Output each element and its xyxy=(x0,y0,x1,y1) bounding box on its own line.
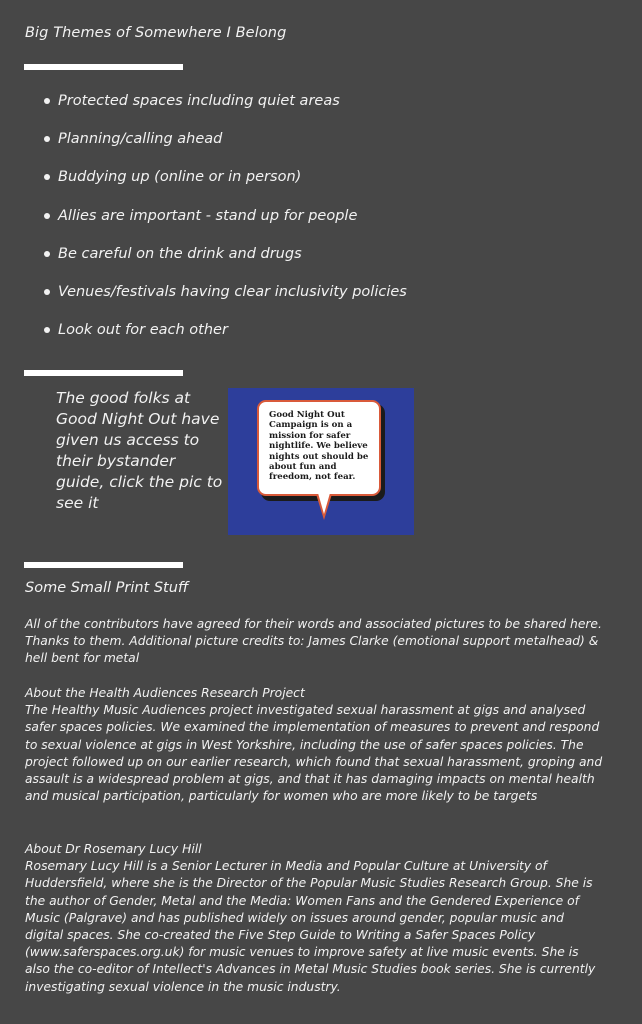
contributors-note xyxy=(25,616,605,668)
theme-item xyxy=(40,126,600,164)
theme-text: Buddying up (online or in person) xyxy=(58,169,302,186)
bullet-icon xyxy=(44,213,50,219)
contributors-text: All of the contributors have agreed for their words and associated pictures to be shared here. Thanks to them. Additional picture credits to: James Clarke (emotional support metalhead) & hell bent for metal xyxy=(25,617,602,666)
bullet-icon xyxy=(44,98,50,104)
good-night-out-guide-image-link[interactable] xyxy=(228,388,414,535)
project-text: The Healthy Music Audiences project investigated sexual harassment at gigs and analysed safer spaces policies. We examined the implementation of measures to prevent and respond to sexual violence at gigs in West Yorkshire, including the use of safer spaces policies. The project followed up on our earlier research, which found that sexual harassment, groping and assault is a widespread problem at gigs, and that it has damaging impacts on mental health and musical participation, particularly for women who are more likely to be targets xyxy=(25,703,603,804)
theme-text: Protected spaces including quiet areas xyxy=(58,93,340,109)
author-section xyxy=(25,841,605,996)
bullet-icon xyxy=(44,327,50,333)
theme-text: Look out for each other xyxy=(58,322,228,339)
theme-item xyxy=(40,279,600,317)
project-section xyxy=(25,685,605,805)
themes-list xyxy=(40,88,600,355)
theme-item xyxy=(40,317,600,355)
small-print-heading: Some Small Print Stuff xyxy=(25,580,189,596)
bullet-icon xyxy=(44,251,50,257)
author-text: Rosemary Lucy Hill is a Senior Lecturer in Media and Popular Culture at University of Huddersfield, where she is the Director of the Popular Music Studies Research Group. She is the author of Gender, Metal and the Media: Women Fans and the Gendered Experience of Music (Palgrave) and has published widely on issues around gender, popular music and digital spaces. She co-created the Five Step Guide to Writing a Safer Spaces Policy (www.saferspaces.org.uk) for music venues to improve safety at live music events. She is also the co-editor of Intellect's Advances in Metal Music Studies book series. She is currently investigating sexual violence in the music industry. xyxy=(25,859,596,994)
author-heading: About Dr Rosemary Lucy Hill xyxy=(25,842,202,856)
theme-text: Planning/calling ahead xyxy=(58,131,223,148)
speech-bubble xyxy=(257,400,381,496)
theme-item xyxy=(40,88,600,126)
divider-3 xyxy=(24,562,183,568)
page-title: Big Themes of Somewhere I Belong xyxy=(25,25,287,41)
divider-1 xyxy=(24,64,183,70)
project-heading: About the Health Audiences Research Project xyxy=(25,686,305,700)
theme-item xyxy=(40,203,600,241)
theme-text: Allies are important - stand up for people xyxy=(58,207,358,224)
image-caption-text: Good Night Out Campaign is on a mission for safer nightlife. We believe nights out should be about fun and freedom, not fear. xyxy=(269,410,369,483)
bystander-guide-text: The good folks at Good Night Out have given us access to their bystander guide, click the pic to see it xyxy=(56,389,223,512)
divider-2 xyxy=(24,370,183,376)
bullet-icon xyxy=(44,174,50,180)
speech-bubble-tail-fill xyxy=(318,493,330,514)
theme-text: Be careful on the drink and drugs xyxy=(58,245,302,262)
theme-item xyxy=(40,241,600,279)
bullet-icon xyxy=(44,289,50,295)
theme-item xyxy=(40,164,600,202)
theme-text: Venues/festivals having clear inclusivity policies xyxy=(58,283,407,300)
bullet-icon xyxy=(44,136,50,142)
